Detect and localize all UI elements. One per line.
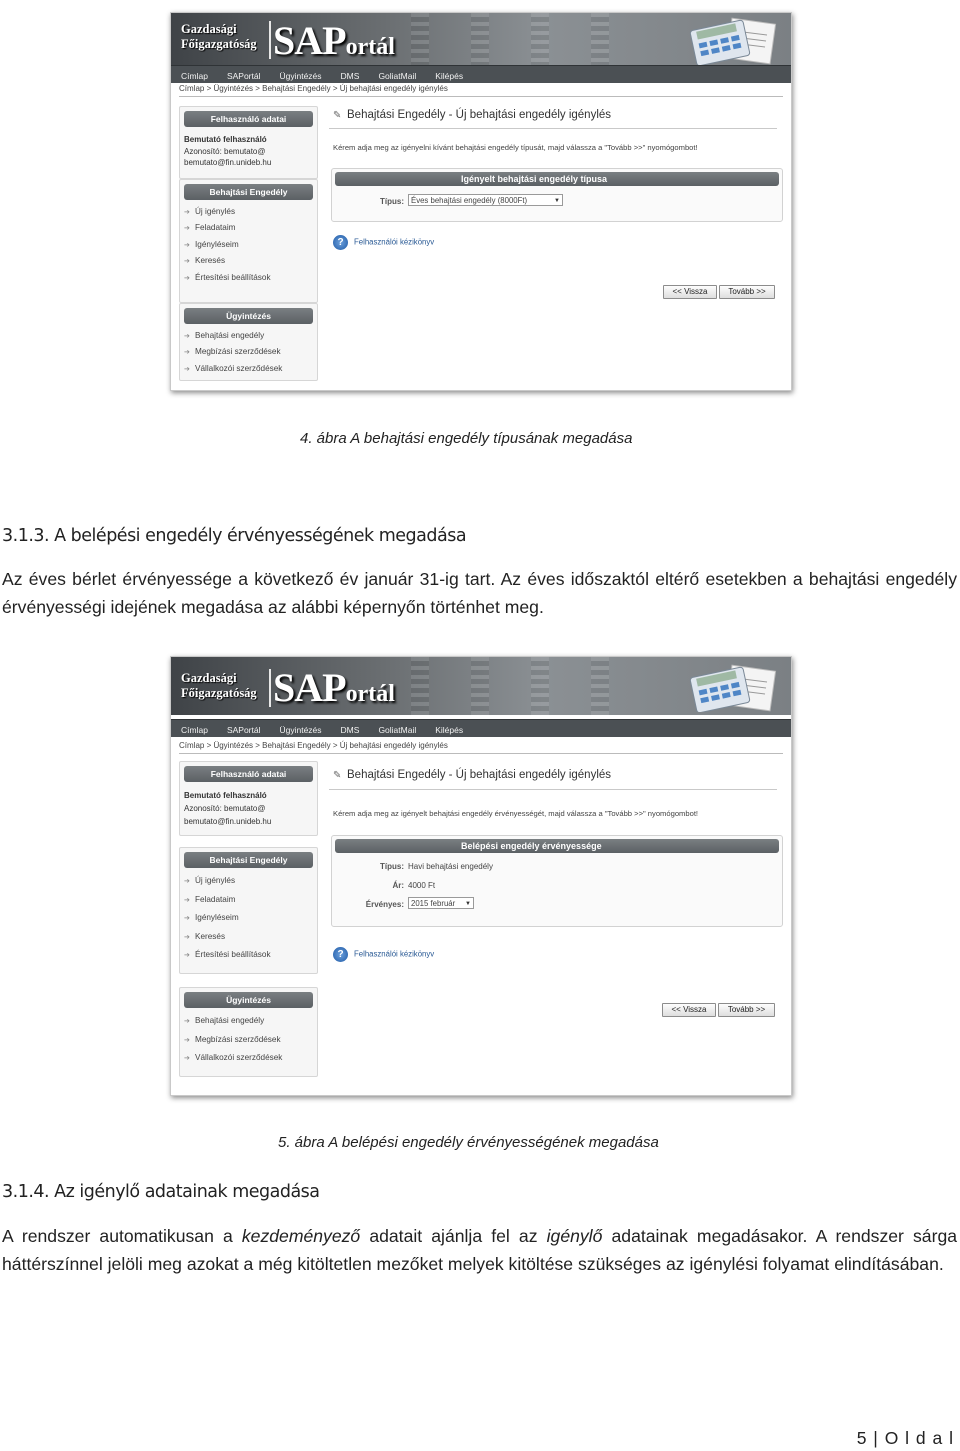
menu-item-notifications[interactable]: ➔ Értesítési beállítások xyxy=(180,946,317,965)
menu-item-contractor-contracts[interactable]: ➔ Vállalkozói szerződések xyxy=(180,1049,317,1068)
next-button[interactable]: Tovább >> xyxy=(719,285,775,299)
nav-goliatmail[interactable]: GoliatMail xyxy=(378,725,417,735)
menu-item-permit[interactable]: ➔ Behajtási engedély xyxy=(180,1012,317,1031)
top-navigation xyxy=(171,65,791,83)
portal-banner xyxy=(171,13,791,65)
menu-item-commission-contracts[interactable]: ➔ Megbízási szerződések xyxy=(180,344,317,360)
menu-item-commission-contracts[interactable]: ➔ Megbízási szerződések xyxy=(180,1031,317,1050)
calculator-icon xyxy=(685,662,777,712)
paragraph-validity: Az éves bérlet érvényessége a következő év január 31-ig tart. Az éves időszaktól eltérő esetekben a behajtási engedély érvényességi idejének megadása az alábbi képernyőn történhet meg. xyxy=(2,569,957,617)
nav-dms[interactable]: DMS xyxy=(340,71,360,81)
nav-saportal[interactable]: SAPortál xyxy=(226,725,261,735)
menu-item-notifications[interactable]: ➔ Értesítési beállítások xyxy=(180,270,317,286)
arrow-icon: ➔ xyxy=(184,365,190,373)
portal-logo[interactable]: SAPortál xyxy=(273,665,395,710)
user-id: Azonosító: bemutato@ xyxy=(184,804,266,813)
validity-select[interactable]: 2015 február ▼ xyxy=(408,897,474,909)
nav-ugyintezes[interactable]: Ügyintézés xyxy=(279,725,322,735)
edit-icon: ✎ xyxy=(333,770,342,781)
menu-item-new-request[interactable]: ➔ Új igénylés xyxy=(180,204,317,220)
user-manual-link[interactable]: ? Felhasználói kézikönyv xyxy=(333,235,434,250)
arrow-icon: ➔ xyxy=(184,209,190,216)
paragraph-requester: A rendszer automatikusan a kezdeményező adatait ajánlja fel az igénylő adatainak megadásakor. A rendszer sárga háttérszínnel jelöli meg azokat a még kitöltetlen mezőket melyek kitöltése szükséges az igénylési folyamat elindításában. xyxy=(2,1226,958,1274)
help-icon: ? xyxy=(333,947,348,962)
menu-item-my-requests[interactable]: ➔ Igényléseim xyxy=(180,237,317,253)
portal-logo[interactable]: SAPortál xyxy=(273,18,395,63)
top-navigation xyxy=(171,719,791,737)
figure-caption-5: 5. ábra A belépési engedély érvényességének megadása xyxy=(278,1134,659,1151)
breadcrumb: Címlap > Ügyintézés > Behajtási Engedély > Új behajtási engedély igénylés xyxy=(179,741,448,750)
arrow-icon: ➔ xyxy=(184,349,190,357)
instruction-text: Kérem adja meg az igényelt behajtási engedély érvényességét, majd válassza a "Tovább >>" nyomógombot! xyxy=(333,809,699,818)
screenshot-type-selection xyxy=(170,12,792,391)
page-title: ✎ Behajtási Engedély - Új behajtási engedély igénylés xyxy=(333,109,612,121)
admin-menu xyxy=(179,303,318,381)
type-label: Típus: xyxy=(380,197,404,206)
nav-dms[interactable]: DMS xyxy=(340,725,360,735)
next-button[interactable]: Tovább >> xyxy=(718,1003,775,1017)
menu-item-permit[interactable]: ➔ Behajtási engedély xyxy=(180,328,317,344)
section-heading-3-1-4: 3.1.4. Az igénylő adatainak megadása xyxy=(2,1182,320,1202)
validity-panel xyxy=(331,835,783,927)
nav-goliatmail[interactable]: GoliatMail xyxy=(378,71,417,81)
chevron-down-icon: ▼ xyxy=(465,901,471,907)
user-info-header: Felhasználó adatai xyxy=(184,766,313,782)
breadcrumb: Címlap > Ügyintézés > Behajtási Engedély > Új behajtási engedély igénylés xyxy=(179,84,448,93)
admin-menu xyxy=(179,987,318,1077)
arrow-icon: ➔ xyxy=(184,952,190,960)
nav-cimlap[interactable]: Címlap xyxy=(181,71,208,81)
chevron-down-icon: ▼ xyxy=(554,198,560,204)
arrow-icon: ➔ xyxy=(184,1018,190,1025)
help-icon: ? xyxy=(333,235,348,250)
arrow-icon: ➔ xyxy=(184,333,190,340)
user-name: Bemutató felhasználó xyxy=(184,791,267,800)
arrow-icon: ➔ xyxy=(184,915,190,923)
nav-kilepes[interactable]: Kilépés xyxy=(435,71,464,81)
menu-item-contractor-contracts[interactable]: ➔ Vállalkozói szerződések xyxy=(180,361,317,377)
calculator-icon xyxy=(685,15,777,65)
type-value: Havi behajtási engedély xyxy=(408,862,493,871)
back-button[interactable]: << Vissza xyxy=(663,285,717,299)
menu-item-tasks[interactable]: ➔ Feladataim xyxy=(180,891,317,910)
price-value: 4000 Ft xyxy=(408,881,436,890)
type-label: Típus: xyxy=(380,862,404,871)
user-manual-link[interactable]: ? Felhasználói kézikönyv xyxy=(333,947,434,962)
arrow-icon: ➔ xyxy=(184,225,190,233)
menu-item-tasks[interactable]: ➔ Feladataim xyxy=(180,220,317,236)
instruction-text: Kérem adja meg az igényelni kívánt behajtási engedély típusát, majd válassza a "Tovább >>" nyomógombot! xyxy=(333,143,698,152)
portal-banner xyxy=(171,657,791,715)
arrow-icon: ➔ xyxy=(184,241,190,249)
screenshot-validity-selection xyxy=(170,656,792,1096)
arrow-icon: ➔ xyxy=(184,878,190,885)
page-footer: 5 | O l d a l xyxy=(856,1428,954,1448)
validity-label: Érvényes: xyxy=(365,900,404,909)
user-name: Bemutató felhasználó xyxy=(184,135,267,144)
admin-menu-header: Ügyintézés xyxy=(184,308,313,324)
user-email: bemutato@fin.unideb.hu xyxy=(184,817,272,826)
figure-caption-4: 4. ábra A behajtási engedély típusának megadása xyxy=(300,430,633,447)
nav-cimlap[interactable]: Címlap xyxy=(181,725,208,735)
menu-item-search[interactable]: ➔ Keresés xyxy=(180,253,317,269)
type-select[interactable]: Éves behajtási engedély (8000Ft) ▼ xyxy=(408,194,563,206)
organization-name: Gazdasági Főigazgatóság xyxy=(181,671,257,700)
organization-name: Gazdasági Főigazgatóság xyxy=(181,22,257,51)
user-info-header: Felhasználó adatai xyxy=(184,111,313,127)
arrow-icon: ➔ xyxy=(184,1036,190,1044)
permit-menu-header: Behajtási Engedély xyxy=(184,184,313,200)
menu-item-search[interactable]: ➔ Keresés xyxy=(180,928,317,947)
arrow-icon: ➔ xyxy=(184,933,190,941)
type-panel xyxy=(331,168,783,222)
validity-panel-header: Belépési engedély érvényessége xyxy=(335,839,779,853)
back-button[interactable]: << Vissza xyxy=(662,1003,716,1017)
arrow-icon: ➔ xyxy=(184,274,190,282)
user-id: Azonosító: bemutato@ xyxy=(184,146,266,156)
permit-menu xyxy=(179,847,318,974)
menu-item-my-requests[interactable]: ➔ Igényléseim xyxy=(180,909,317,928)
nav-ugyintezes[interactable]: Ügyintézés xyxy=(279,71,322,81)
permit-menu xyxy=(179,179,318,303)
user-info-box xyxy=(179,761,318,836)
edit-icon: ✎ xyxy=(333,110,342,121)
user-email: bemutato@fin.unideb.hu xyxy=(184,158,272,167)
menu-item-new-request[interactable]: ➔ Új igénylés xyxy=(180,872,317,891)
nav-saportal[interactable]: SAPortál xyxy=(226,71,261,81)
page-title: ✎ Behajtási Engedély - Új behajtási engedély igénylés xyxy=(333,769,612,781)
nav-kilepes[interactable]: Kilépés xyxy=(435,725,464,735)
type-panel-header: Igényelt behajtási engedély típusa xyxy=(335,172,779,186)
admin-menu-header: Ügyintézés xyxy=(184,992,313,1008)
arrow-icon: ➔ xyxy=(184,896,190,904)
arrow-icon: ➔ xyxy=(184,1055,190,1063)
user-info-box xyxy=(179,106,318,179)
arrow-icon: ➔ xyxy=(184,258,190,266)
price-label: Ár: xyxy=(392,881,404,890)
permit-menu-header: Behajtási Engedély xyxy=(184,852,313,868)
section-heading-3-1-3: 3.1.3. A belépési engedély érvényességének megadása xyxy=(2,526,467,546)
